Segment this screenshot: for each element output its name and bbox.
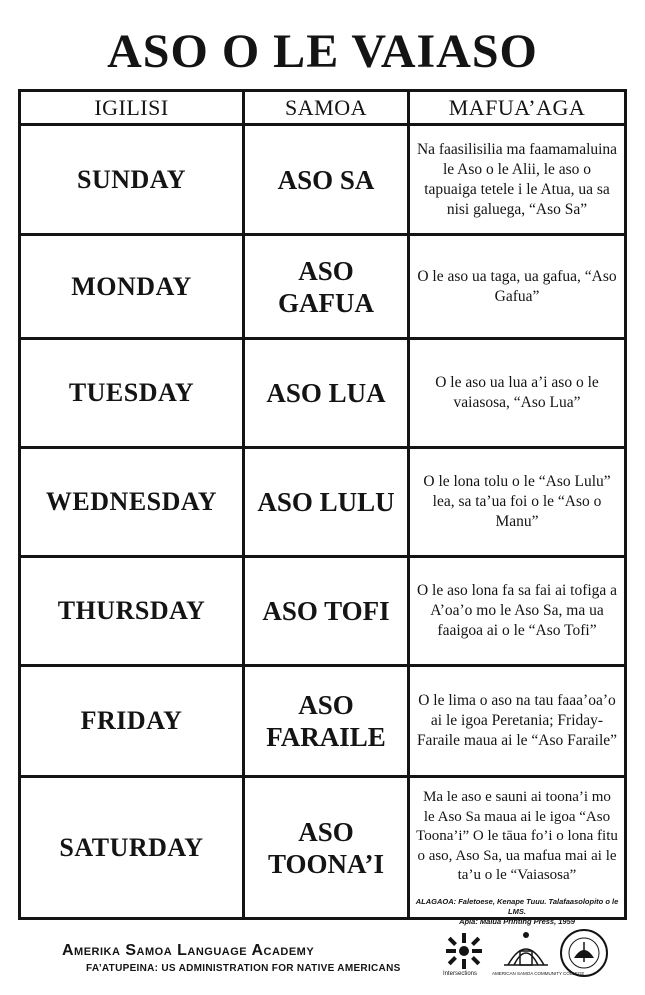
day-meaning: O le aso ua lua a’i aso o le vaiasosa, “Aso Lua” xyxy=(435,374,599,411)
days-table xyxy=(18,89,627,926)
source-credit xyxy=(410,897,624,927)
samoan-day: ASO FARAILE xyxy=(266,690,386,752)
day-meaning: Na faasilisilia ma faamamaluina le Aso o le Alii, le aso o tapuaiga tetele i le Atua, ua sa nisi galuega, “Aso Sa” xyxy=(416,140,618,218)
samoan-day: ASO LULU xyxy=(257,487,395,517)
day-meaning: O le lona tolu o le “Aso Lulu” lea, sa ta’ua foi o le “Aso o Manu” xyxy=(423,473,611,530)
ascc-logo xyxy=(492,927,585,981)
samoan-day: ASO LUA xyxy=(266,378,386,408)
page-title: ASO O LE VAIASO xyxy=(107,25,538,78)
day-meaning: Ma le aso e sauni ai toona’i mo le Aso Sa maua ai le igoa “Aso Toona’i” O le tāua fo’i o lona fitu o aso, Aso Sa, ua mafua mai ai le ta’u o le “Vaiasosa” xyxy=(416,789,618,884)
source-credit-line: Apia: Malua Printing Press, 1959 xyxy=(459,917,575,926)
english-day: SATURDAY xyxy=(59,832,204,862)
english-day: WEDNESDAY xyxy=(45,487,218,516)
english-day: SUNDAY xyxy=(77,164,186,194)
samoan-day: ASO SA xyxy=(277,164,375,195)
english-day: THURSDAY xyxy=(57,596,206,625)
intersections-icon xyxy=(441,931,487,971)
english-day: MONDAY xyxy=(71,271,192,301)
samoan-day: ASO TOONA’I xyxy=(267,816,384,879)
funding-line: FA’ATUPEINA: US ADMINISTRATION FOR NATIVE AMERICANS xyxy=(86,963,401,974)
header-meaning: MAFUA’AGA xyxy=(448,94,586,120)
english-day: TUESDAY xyxy=(68,378,195,407)
academy-name: Amerika Samoa Language Academy xyxy=(62,942,315,959)
ssi-logo xyxy=(559,928,609,978)
source-credit-line: ALAGAOA: Faletoese, Kenape Tuuu. Talafaasolopito o le LMS. xyxy=(415,897,619,916)
intersections-label: Intersections xyxy=(443,971,478,977)
college-seal-icon xyxy=(500,927,552,971)
samoan-day: ASO TOFI xyxy=(262,596,390,626)
english-day: FRIDAY xyxy=(80,706,183,735)
intersections-logo xyxy=(441,931,487,981)
header-samoan: SAMOA xyxy=(285,94,367,120)
header-english: IGILISI xyxy=(94,94,169,120)
day-meaning: O le lima o aso na tau faaa’oa’o ai le igoa Peretania; Friday-Faraile maua ai le “Aso Faraile” xyxy=(416,692,618,749)
day-meaning: O le aso lona fa sa fai ai tofiga a A’oa’o mo le Aso Sa, ma ua faaigoa ai o le “Aso Tofi” xyxy=(416,582,618,639)
samoan-day: ASO GAFUA xyxy=(278,255,374,318)
day-meaning: O le aso ua taga, ua gafua, “Aso Gafua” xyxy=(417,267,617,305)
institute-seal-icon xyxy=(559,928,609,978)
ascc-label: AMERICAN SAMOA COMMUNITY COLLEGE xyxy=(492,971,585,976)
